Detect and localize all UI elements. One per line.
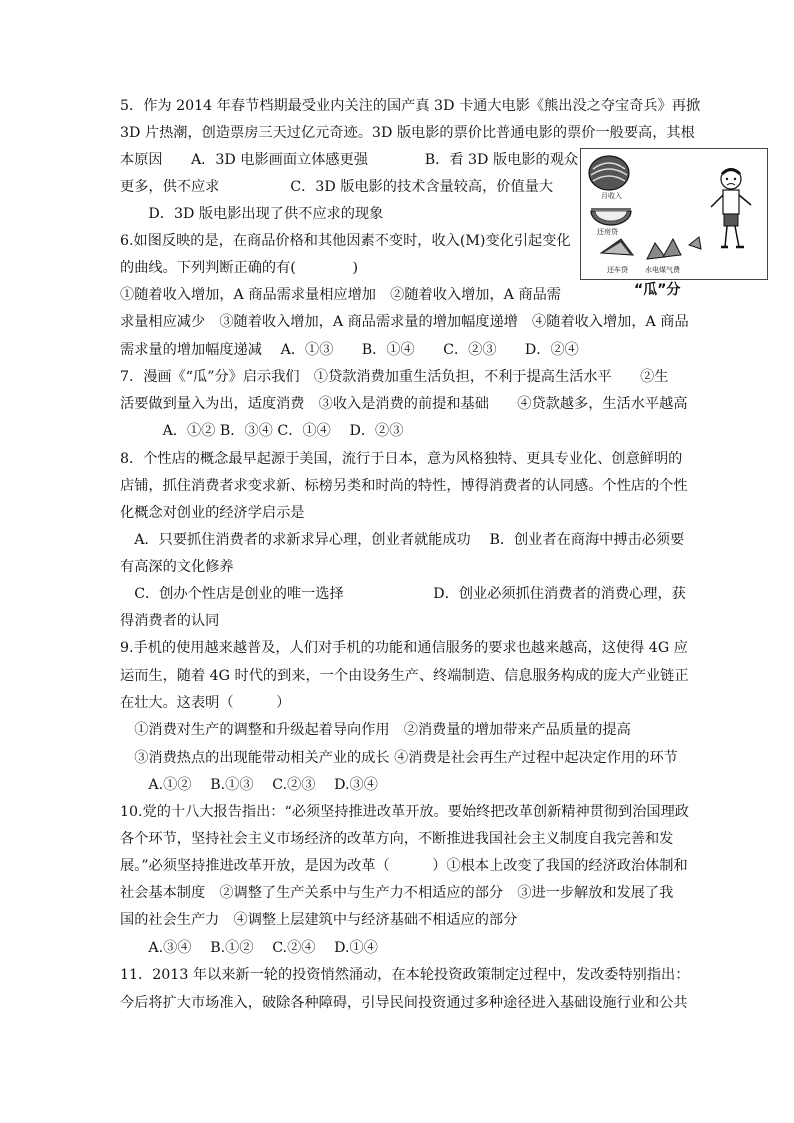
text-line: 活要做到量入为出，适度消费 ③收入是消费的前提和基础 ④贷款越多，生活水平越高: [120, 396, 688, 412]
text-line: 6.如图反映的是，在商品价格和其他因素不变时，收入(M)变化引起变化: [120, 233, 571, 249]
text-line: C．创办个性店是创业的唯一选择 D．创业必须抓住消费者的消费心理，获: [120, 586, 686, 602]
text-line: A.①② B.①③ C.②③ D.③④: [120, 777, 378, 793]
label-utilities: 水电煤气费: [645, 266, 680, 274]
text-line: D．3D 版电影出现了供不应求的现象: [120, 206, 384, 222]
text-line: 国的社会生产力 ④调整上层建筑中与经济基础不相适应的部分: [120, 912, 518, 928]
text-line: A.③④ B.①② C.②④ D.①④: [120, 940, 378, 956]
text-line: 11．2013 年以来新一轮的投资悄然涌动，在本轮投资政策制定过程中，发改委特别指出：: [120, 967, 690, 983]
cartoon-illustration: [581, 149, 767, 279]
text-line: 本原因 A．3D 电影画面立体感更强 B．看 3D 版电影的观众: [120, 152, 579, 168]
text-line: 9.手机的使用越来越普及，人们对手机的功能和通信服务的要求也越来越高，这使得 4G 应: [120, 640, 688, 656]
text-line: 5．作为 2014 年春节档期最受业内关注的国产真 3D 卡通大电影《熊出没之夺宝奇兵》再掀: [120, 98, 701, 114]
text-line: 运而生，随着 4G 时代的到来，一个由设务生产、终端制造、信息服务构成的庞大产业链正: [120, 668, 689, 684]
text-line: 化概念对创业的经济学启示是: [120, 505, 305, 521]
text-line: 有高深的文化修养: [120, 559, 234, 575]
text-line: A．①② B．③④ C．①④ D．②③: [120, 423, 404, 439]
text-line: 得消费者的认同: [120, 613, 220, 629]
text-line: 3D 片热潮，创造票房三天过亿元奇迹。3D 版电影的票价比普通电影的票价一般要高，其根: [120, 125, 695, 141]
text-line: A．只要抓住消费者的求新求异心理，创业者就能成功 B．创业者在商海中搏击必须要: [120, 532, 685, 548]
cartoon-title: “瓜”分: [634, 282, 681, 298]
text-line: 的曲线。下列判断正确的有( ): [120, 260, 359, 276]
text-line: 更多，供不应求 C．3D 版电影的技术含量较高，价值量大: [120, 179, 554, 195]
text-line: 7．漫画《“瓜”分》启示我们 ①贷款消费加重生活负担，不利于提高生活水平 ②生: [120, 369, 669, 385]
label-mortgage: 还房贷: [597, 228, 618, 236]
text-line: 各个环节，坚持社会主义市场经济的改革方向，不断推进我国社会主义制度自我完善和发: [120, 831, 674, 847]
text-line: ③消费热点的出现能带动相关产业的成长 ④消费是社会再生产过程中起决定作用的环节: [120, 750, 678, 766]
text-line: ①随着收入增加，A 商品需求量相应增加 ②随着收入增加，A 商品需: [120, 287, 561, 303]
text-line: 社会基本制度 ②调整了生产关系中与生产力不相适应的部分 ③进一步解放和发展了我: [120, 885, 674, 901]
text-line: 展。”必须坚持推进改革开放，是因为改革（ ）①根本上改变了我国的经济政治体制和: [120, 858, 688, 874]
cartoon-figure: [580, 148, 768, 280]
text-line: 在壮大。这表明（ ）: [120, 695, 291, 711]
text-line: ①消费对生产的调整和升级起着导向作用 ②消费量的增加带来产品质量的提高: [120, 722, 631, 738]
text-line: 求量相应减少 ③随着收入增加，A 商品需求量的增加幅度递增 ④随着收入增加，A 商品: [120, 314, 689, 330]
text-line: 今后将扩大市场准入，破除各种障碍，引导民间投资通过多种途径进入基础设施行业和公共: [120, 995, 688, 1011]
label-income: 月收入: [601, 192, 622, 200]
text-line: 10.党的十八大报告指出：“必须坚持推进改革开放。要始终把改革创新精神贯彻到治国理政: [120, 804, 689, 820]
text-line: 店铺，抓住消费者求变求新、标榜另类和时尚的特性，博得消费者的认同感。个性店的个性: [120, 478, 688, 494]
text-line: 需求量的增加幅度递减 A．①③ B．①④ C．②③ D．②④: [120, 342, 579, 358]
text-line: 8．个性店的概念最早起源于美国，流行于日本，意为风格独特、更具专业化、创意鲜明的: [120, 451, 683, 467]
label-car-loan: 还车贷: [607, 266, 628, 274]
